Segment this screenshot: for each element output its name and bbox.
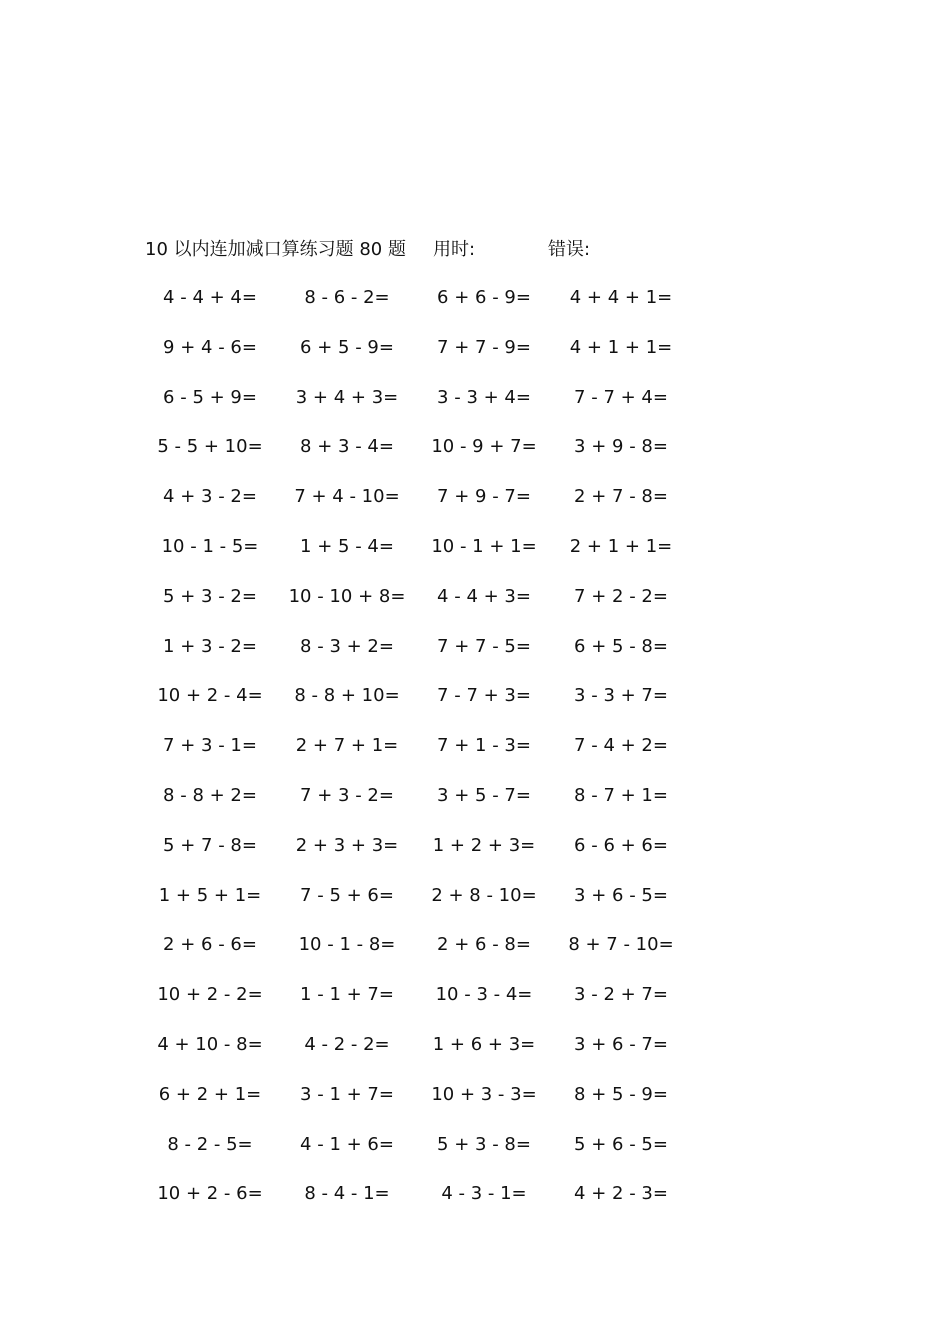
problem-item: 4 + 2 - 3= <box>574 1183 668 1205</box>
problem-item: 4 - 1 + 6= <box>300 1133 394 1155</box>
problem-item: 6 + 5 - 8= <box>574 635 668 657</box>
problem-item: 8 - 4 - 1= <box>304 1183 390 1205</box>
problem-item: 8 - 8 + 2= <box>163 784 257 806</box>
problem-item: 5 + 3 - 2= <box>163 585 257 607</box>
problem-row <box>150 1081 710 1131</box>
problem-item: 7 + 9 - 7= <box>437 486 531 508</box>
problem-item: 4 - 3 - 1= <box>441 1183 527 1205</box>
problem-item: 2 + 7 + 1= <box>295 735 399 757</box>
problem-item: 8 + 5 - 9= <box>574 1083 668 1105</box>
problem-item: 10 - 10 + 8= <box>288 585 406 607</box>
problem-item: 9 + 4 - 6= <box>163 336 257 358</box>
problem-row <box>150 931 710 981</box>
problem-item: 8 + 7 - 10= <box>568 934 674 956</box>
problem-item: 7 + 2 - 2= <box>574 585 668 607</box>
problem-item: 10 - 3 - 4= <box>435 984 533 1006</box>
problem-row <box>150 732 710 782</box>
problem-item: 3 - 3 + 4= <box>437 386 531 408</box>
problem-item: 3 + 4 + 3= <box>295 386 399 408</box>
problem-item: 2 + 7 - 8= <box>574 486 668 508</box>
problem-row <box>150 882 710 932</box>
problem-row <box>150 633 710 683</box>
problem-row <box>150 433 710 483</box>
problem-item: 8 - 3 + 2= <box>300 635 394 657</box>
problem-item: 1 - 1 + 7= <box>300 984 394 1006</box>
problem-item: 10 - 1 + 1= <box>431 535 537 557</box>
problem-item: 8 - 2 - 5= <box>167 1133 253 1155</box>
problem-item: 4 - 4 + 4= <box>163 287 257 308</box>
problem-item: 10 - 9 + 7= <box>431 436 537 458</box>
problem-item: 4 + 3 - 2= <box>163 486 257 508</box>
problem-item: 4 + 1 + 1= <box>569 336 673 358</box>
problem-row <box>150 782 710 832</box>
problem-item: 8 - 7 + 1= <box>574 784 668 806</box>
problem-item: 7 + 7 - 9= <box>437 336 531 358</box>
problem-row <box>150 284 710 334</box>
problem-item: 4 + 10 - 8= <box>157 1033 263 1055</box>
problem-item: 8 - 6 - 2= <box>304 287 390 308</box>
problem-item: 10 - 1 - 5= <box>161 535 259 557</box>
problem-row <box>150 981 710 1031</box>
problem-item: 4 + 4 + 1= <box>569 287 673 308</box>
problem-item: 2 + 8 - 10= <box>431 884 537 906</box>
problem-item: 3 + 9 - 8= <box>574 436 668 458</box>
problem-row <box>150 1180 710 1230</box>
problem-grid <box>150 284 710 1230</box>
problem-item: 5 + 7 - 8= <box>163 834 257 856</box>
problem-item: 3 + 6 - 5= <box>574 884 668 906</box>
problem-item: 5 + 3 - 8= <box>437 1133 531 1155</box>
problem-item: 7 - 5 + 6= <box>300 884 394 906</box>
problem-item: 4 - 4 + 3= <box>437 585 531 607</box>
problem-row <box>150 483 710 533</box>
problem-item: 2 + 6 - 8= <box>437 934 531 956</box>
problem-item: 7 + 3 - 2= <box>300 784 394 806</box>
problem-item: 2 + 1 + 1= <box>569 535 673 557</box>
problem-row <box>150 682 710 732</box>
problem-item: 1 + 6 + 3= <box>432 1033 536 1055</box>
problem-item: 6 - 6 + 6= <box>574 834 668 856</box>
problem-item: 6 + 6 - 9= <box>437 287 531 308</box>
problem-item: 3 - 3 + 7= <box>574 685 668 707</box>
problem-row <box>150 583 710 633</box>
problem-item: 10 + 2 - 6= <box>157 1183 263 1205</box>
problem-item: 5 + 6 - 5= <box>574 1133 668 1155</box>
problem-row <box>150 384 710 434</box>
problem-item: 10 + 3 - 3= <box>431 1083 537 1105</box>
problem-item: 7 + 1 - 3= <box>437 735 531 757</box>
problem-item: 7 - 7 + 3= <box>437 685 531 707</box>
problem-row <box>150 533 710 583</box>
problem-row <box>150 1131 710 1181</box>
problem-item: 7 - 4 + 2= <box>574 735 668 757</box>
problem-item: 6 - 5 + 9= <box>163 386 257 408</box>
problem-item: 10 + 2 - 4= <box>157 685 263 707</box>
problem-item: 7 - 7 + 4= <box>574 386 668 408</box>
problem-item: 5 - 5 + 10= <box>157 436 263 458</box>
problem-item: 1 + 2 + 3= <box>432 834 536 856</box>
problem-item: 2 + 6 - 6= <box>163 934 257 956</box>
problem-row <box>150 1031 710 1081</box>
problem-item: 1 + 5 + 1= <box>158 884 262 906</box>
problem-item: 3 - 2 + 7= <box>574 984 668 1006</box>
time-label: 用时: <box>433 239 476 260</box>
problem-item: 6 + 2 + 1= <box>158 1083 262 1105</box>
problem-item: 10 + 2 - 2= <box>157 984 263 1006</box>
problem-item: 6 + 5 - 9= <box>300 336 394 358</box>
problem-item: 4 - 2 - 2= <box>304 1033 390 1055</box>
problem-item: 3 - 1 + 7= <box>300 1083 394 1105</box>
problem-item: 3 + 6 - 7= <box>574 1033 668 1055</box>
problem-item: 7 + 7 - 5= <box>437 635 531 657</box>
problem-item: 2 + 3 + 3= <box>295 834 399 856</box>
problem-item: 8 - 8 + 10= <box>294 685 400 707</box>
worksheet-title: 10 以内连加减口算练习题 80 题 <box>145 239 406 260</box>
problem-row <box>150 334 710 384</box>
problem-item: 1 + 3 - 2= <box>163 635 257 657</box>
problem-item: 7 + 3 - 1= <box>163 735 257 757</box>
problem-item: 3 + 5 - 7= <box>437 784 531 806</box>
problem-item: 10 - 1 - 8= <box>298 934 396 956</box>
problem-item: 1 + 5 - 4= <box>300 535 394 557</box>
problem-row <box>150 832 710 882</box>
problem-item: 8 + 3 - 4= <box>300 436 394 458</box>
problem-item: 7 + 4 - 10= <box>294 486 400 508</box>
errors-label: 错误: <box>548 239 591 260</box>
